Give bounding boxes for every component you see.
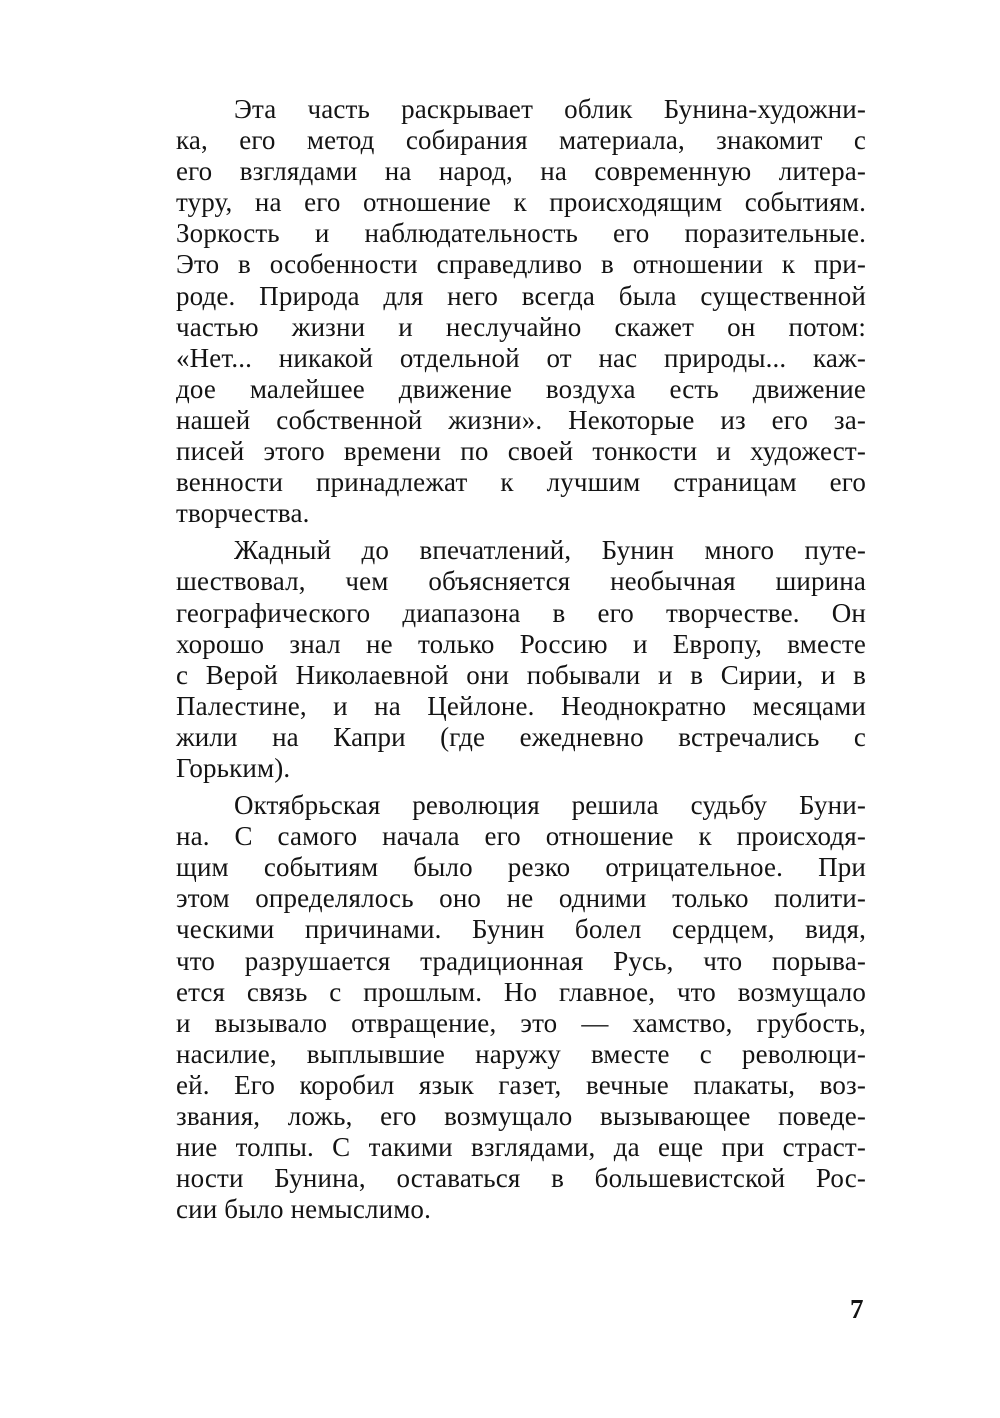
text-line: дое малейшее движение воздуха есть движение	[176, 373, 866, 404]
text-line: Эта часть раскрывает облик Бунина-художни-	[234, 94, 866, 124]
text-line: Зоркость и наблюдательность его поразительные.	[176, 218, 866, 249]
text-line: нашей собственной жизни». Некоторые из его за-	[176, 404, 866, 435]
text-line: Палестине, и на Цейлоне. Неоднократно месяцами	[176, 690, 866, 721]
text-line: что разрушается традиционная Русь, что порыва-	[176, 945, 866, 976]
text-line: венности принадлежат к лучшим страницам его	[176, 467, 866, 498]
text-line: ка, его метод собирания материала, знакомит с	[176, 125, 866, 156]
text-line: ние толпы. С такими взглядами, да еще при страст-	[176, 1132, 866, 1163]
text-line: роде. Природа для него всегда была существенной	[176, 280, 866, 311]
text-line: с Верой Николаевной они побывали и в Сирии, и в	[176, 659, 866, 690]
text-line: Жадный до впечатлений, Бунин много путе-	[234, 535, 866, 566]
text-line: жили на Капри (где ежедневно встречались с	[176, 721, 866, 752]
text-line: ется связь с прошлым. Но главное, что возмущало	[176, 976, 866, 1007]
text-line: писей этого времени по своей тонкости и художест-	[176, 436, 866, 467]
body-text	[176, 94, 866, 1231]
text-line: ческими причинами. Бунин болел сердцем, видя,	[176, 914, 866, 945]
text-line: хорошо знал не только Россию и Европу, вместе	[176, 628, 866, 659]
text-line: частью жизни и неслучайно скажет он потом:	[176, 311, 866, 342]
text-line: этом определялось оно не одними только полити-	[176, 883, 866, 914]
text-line: щим событиям было резко отрицательное. При	[176, 852, 866, 883]
text-line: Это в особенности справедливо в отношении к при-	[176, 249, 866, 280]
text-line: ей. Его коробил язык газет, вечные плакаты, воз-	[176, 1069, 866, 1100]
text-line: его взглядами на народ, на современную литера-	[176, 156, 866, 187]
text-line: на. С самого начала его отношение к происходя-	[176, 821, 866, 852]
paragraph	[176, 94, 866, 529]
text-line: творчества.	[176, 498, 310, 529]
text-line: Горьким).	[176, 752, 291, 783]
text-line: Октябрьская революция решила судьбу Буни-	[234, 790, 866, 821]
text-line: шествовал, чем объясняется необычная ширина	[176, 566, 866, 597]
text-line: звания, ложь, его возмущало вызывающее поведе-	[176, 1101, 866, 1131]
text-line: ности Бунина, оставаться в большевистской Рос-	[176, 1163, 866, 1194]
text-line: насилие, выплывшие наружу вместе с революци-	[176, 1038, 866, 1069]
text-line: географического диапазона в его творчестве. Он	[176, 597, 866, 628]
page-number: 7	[850, 1294, 864, 1324]
paragraph	[176, 535, 866, 784]
text-line: туру, на его отношение к происходящим событиям.	[176, 187, 866, 218]
paragraph	[176, 790, 866, 1225]
text-line: и вызывало отвращение, это — хамство, грубость,	[176, 1007, 866, 1038]
text-line: «Нет... никакой отдельной от нас природы... каж-	[176, 342, 866, 373]
text-line: сии было немыслимо.	[176, 1194, 431, 1225]
